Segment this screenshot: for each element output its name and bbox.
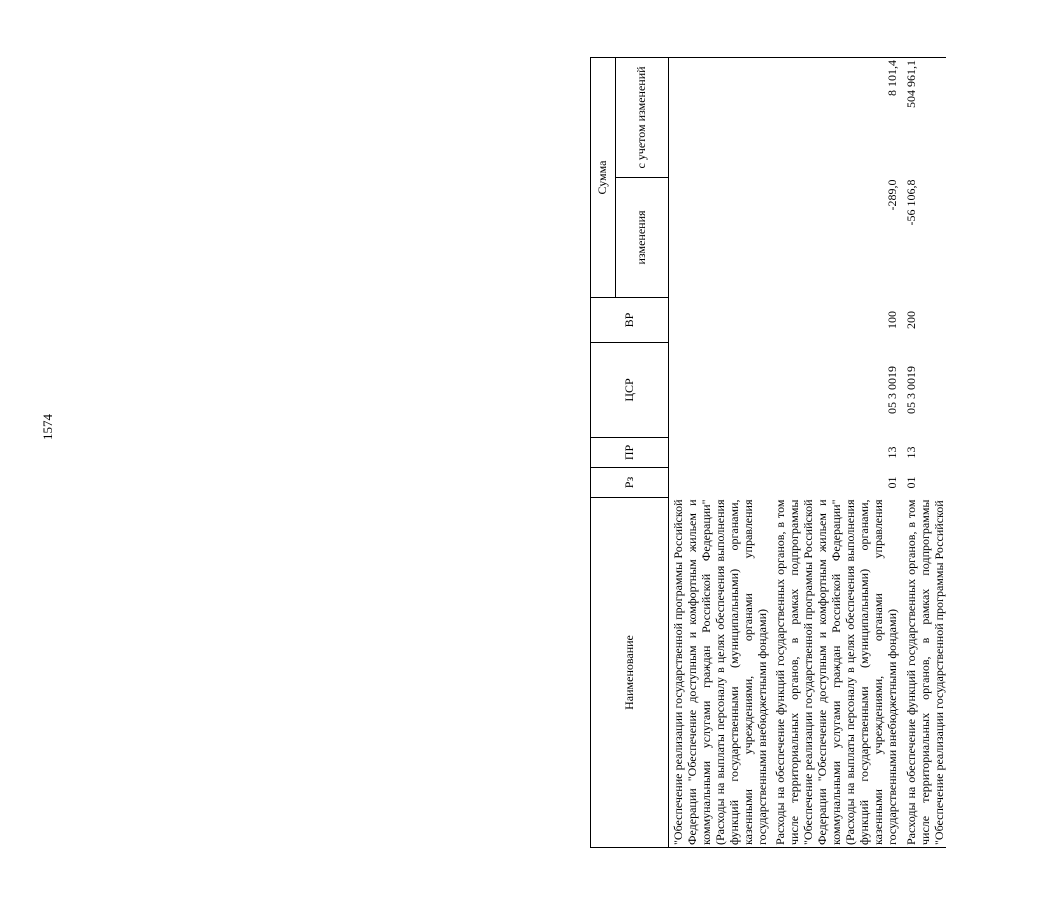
row-pr: 13 <box>903 446 918 459</box>
row-change <box>669 178 772 298</box>
table-row <box>669 57 772 847</box>
row-pr <box>669 438 772 468</box>
header-name: Наименование <box>591 498 669 848</box>
budget-table-rotated <box>590 58 1045 848</box>
row-name: Расходы на обеспечение функций государственных органов, в том числе территориальных органов, в рамках подпрограммы "Обеспечение реализации государственной программы Российской Федерации "Обеспечение доступным и комфортным жильем и коммунальными услугами граждан Российской Федерации" (Расходы на выплаты персоналу в целях обеспечения выполнения функций государственными (муниципальными) органами, казенными учреждениями, органами управления государственными внебюджетными фондами) <box>771 498 901 848</box>
table-row <box>902 57 946 847</box>
row-rz: 01 <box>885 476 900 489</box>
row-vr: 100 <box>885 311 900 329</box>
header-csr: ЦСР <box>591 343 669 438</box>
row-csr: 05 3 0019 <box>903 366 918 414</box>
row-csr: 05 3 0019 <box>885 366 900 414</box>
header-vr: ВР <box>591 298 669 343</box>
header-with-changes: с учетом изменений <box>616 57 669 177</box>
row-name: Расходы на обеспечение функций государственных органов, в том числе территориальных органов, в рамках подпрограммы "Обеспечение реализации государственной программы Российской <box>902 498 946 848</box>
header-sum: Сумма <box>591 57 616 297</box>
budget-table <box>590 57 946 848</box>
row-csr <box>669 343 772 438</box>
header-rz: Рз <box>591 468 669 498</box>
row-change: -289,0 <box>885 179 900 211</box>
row-total <box>669 57 772 177</box>
row-rz: 01 <box>903 476 918 489</box>
page-number: 1574 <box>40 414 55 440</box>
row-pr: 13 <box>885 446 900 459</box>
row-rz <box>669 468 772 498</box>
row-total: 504 961,1 <box>902 57 946 177</box>
header-pr: ПР <box>591 438 669 468</box>
row-vr <box>669 298 772 343</box>
row-name: "Обеспечение реализации государственной программы Российской Федерации "Обеспечение доступным и комфортным жильем и коммунальными услугами граждан Российской Федерации" (Расходы на выплаты персоналу в целях обеспечения выполнения функций государственными (муниципальными) органами, казенными учреждениями, органами управления государственными внебюджетными фондами) <box>669 498 772 848</box>
row-total: 8 101,4 <box>771 57 901 177</box>
row-change: -56 106,8 <box>903 179 918 226</box>
header-change: изменения <box>616 178 669 298</box>
table-row <box>771 57 901 847</box>
row-vr: 200 <box>903 311 918 329</box>
